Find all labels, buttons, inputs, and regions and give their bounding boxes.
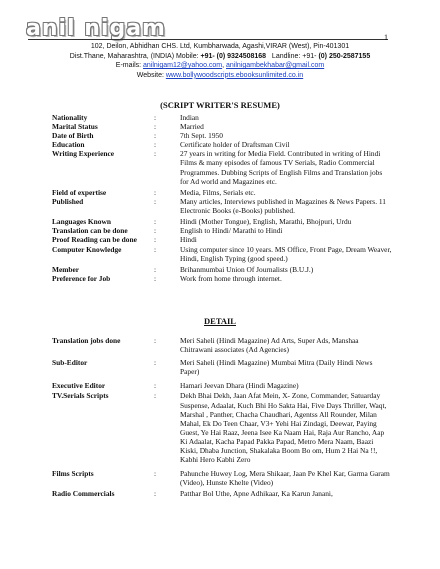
row-colon: :	[154, 113, 157, 122]
landline-label: Landline: +91-	[271, 52, 317, 60]
row-label: Proof Reading can be done	[52, 235, 137, 245]
table-row	[52, 391, 392, 464]
row-colon: :	[154, 391, 157, 401]
row-value: English to Hindi/ Marathi to Hindi	[180, 226, 283, 236]
resume-title: (SCRIPT WRITER'S RESUME)	[160, 100, 280, 110]
row-value: Certificate holder of Draftsman Civil	[180, 140, 290, 150]
row-label: Education	[52, 140, 85, 150]
row-label: Films Scripts	[52, 469, 94, 479]
logo-name: anil nigam	[26, 16, 166, 41]
row-colon: :	[154, 273, 157, 283]
email-link-1[interactable]: anilnigam12@yahoo.com	[143, 62, 223, 70]
row-colon: :	[154, 187, 157, 197]
email-line: E-mails: anilnigam12@yahoo.com, anilnigambekhabar@gmail.com	[115, 62, 325, 70]
row-label: Published	[52, 196, 84, 206]
table-row	[52, 149, 392, 185]
row-label: Marital Status	[52, 122, 98, 132]
row-colon: :	[154, 336, 157, 345]
row-colon: :	[154, 140, 157, 150]
contact-block	[0, 42, 440, 80]
phone-line	[0, 52, 440, 62]
row-colon: :	[154, 149, 157, 159]
row-colon: :	[154, 196, 157, 206]
row-value: 7th Sept. 1950	[180, 131, 223, 141]
row-colon: :	[154, 226, 157, 236]
row-label: Translation can be done	[52, 226, 128, 236]
row-colon: :	[154, 381, 157, 391]
table-row	[52, 265, 392, 274]
table-row	[52, 274, 392, 283]
table-row	[52, 381, 392, 390]
mobile-number: +91- (0) 9324508168	[200, 52, 267, 60]
row-label: Sub-Editor	[52, 358, 88, 368]
row-value: Meri Saheli (Hindi Magazine) Ad Arts, Super Ads, Manshaa Chitrawani associates (Ad Agencies)	[180, 336, 359, 355]
landline-number: (0) 250-2587155	[318, 52, 371, 60]
row-value: Pahunche Huwey Log, Mera Shikaar, Jaan Pe Khel Kar, Garma Garam (Video), Hunste Khelte (Video)	[180, 469, 390, 488]
row-colon: :	[154, 245, 157, 255]
row-colon: :	[154, 264, 157, 274]
table-row	[52, 188, 392, 197]
row-colon: :	[154, 489, 157, 499]
row-value: Meri Saheli (Hindi Magazine) Mumbai Mitra (Daily Hindi News Paper)	[180, 358, 373, 377]
row-value: Patthar Bol Uthe, Apne Adhikaar, Ka Karun Janani,	[180, 489, 333, 499]
detail-table	[52, 336, 392, 499]
row-label: Radio Commercials	[52, 489, 115, 499]
row-label: Translation jobs done	[52, 336, 121, 345]
row-label: Nationality	[52, 113, 88, 122]
table-row	[52, 245, 392, 263]
table-row	[52, 131, 392, 140]
table-row	[52, 197, 392, 215]
website-line	[0, 71, 440, 81]
row-value: Brihanmumbai Union Of Journalists (B.U.J.)	[180, 264, 314, 274]
website-label: Website:	[136, 71, 164, 79]
row-label: Languages Known	[52, 217, 111, 227]
row-label: Executive Editor	[52, 381, 106, 391]
table-row	[52, 226, 392, 235]
table-row	[52, 489, 392, 498]
row-value: Media, Films, Serials etc.	[180, 187, 256, 197]
row-label: Computer Knowledge	[52, 245, 122, 255]
row-label: Preference for Job	[52, 273, 111, 283]
row-value: Work from home through internet.	[180, 273, 282, 283]
row-label: Writing Experience	[52, 149, 115, 159]
row-label: Field of expertise	[52, 187, 107, 197]
table-row	[52, 140, 392, 149]
row-value: Married	[180, 122, 204, 132]
row-label: Date of Birth	[52, 131, 94, 141]
table-row	[52, 113, 392, 122]
table-row	[52, 235, 392, 244]
row-label: Member	[52, 264, 80, 274]
row-label: TV.Serials Scripts	[52, 391, 109, 401]
row-colon: :	[154, 235, 157, 245]
row-value: Indian	[180, 113, 199, 122]
table-row	[52, 358, 392, 376]
table-row	[52, 469, 392, 487]
table-row	[52, 336, 392, 354]
emails-label: E-mails:	[115, 62, 142, 70]
district-text: Dist.Thane, Maharashtra, (INDIA) Mobile:	[69, 52, 199, 60]
row-value: Hamari Jeevan Dhara (Hindi Magazine)	[180, 381, 299, 391]
address-line: 102, Deilon, Abhidhan CHS. Ltd, Kumbharwada, Agashi,VIRAR (West), Pin-401301	[90, 43, 350, 50]
row-value: Many articles, Interviews published in Magazines & News Papers. 11 Electronic Books (e-Books) published.	[180, 196, 386, 215]
detail-heading: DETAIL	[204, 316, 236, 326]
row-colon: :	[154, 469, 157, 479]
header-rule	[28, 39, 388, 40]
row-colon: :	[154, 217, 157, 227]
row-value: Using computer since 10 years. MS Office, Front Page, Dream Weaver, Hindi, English Typing (good speed.)	[180, 245, 392, 264]
row-colon: :	[154, 358, 157, 368]
row-colon: :	[154, 122, 157, 132]
row-value: 27 years in writing for Media Field. Contributed in writing of Hindi Films & many episodes of famous TV Serials, Radio Commercial Programmes. Dubbing Scripts of English Films and Translation jobs for Ad world and Magazines etc.	[180, 149, 383, 186]
table-row	[52, 122, 392, 131]
table-row	[52, 217, 392, 226]
personal-info-table	[52, 113, 392, 283]
website-link[interactable]: www.bollywoodscripts.ebooksunlimited.co.in	[165, 71, 304, 79]
row-colon: :	[154, 131, 157, 141]
row-value: Hindi (Mother Tongue), English, Marathi, Bhojpuri, Urdu	[180, 217, 352, 227]
row-value: Hindi	[180, 235, 197, 245]
email-link-2[interactable]: anilnigambekhabar@gmail.com	[226, 62, 325, 70]
row-value: Dekh Bhai Dekh, Jaan Afat Mein, X- Zone, Commander, Satuarday Suspense, Adaalat, Kuch Bhi Ho Sakta Hai, Five Days Thriller, Waqt, Marshal , Panther, Chacha Chaudhari, Agentss All Rounder, Milan Mahal, Ek Do Teen Chaar, V3+ Yehi Hai Zindagi, Deewar, Paying Guest, Ye Hai Raaz, Jeena Isee Ka Naam Hai, Raja Aur Rancho, Aap Ki Adaalat, Kacha Papad Pakka Papad, Metro Mera Naam, Baazi Kiski, Dhaba Junction, Shakalaka Boom Bo om, Hum 2 Hai Na !!, Kabhi Hero Kabhi Zero	[180, 391, 387, 465]
corner-mark: 1	[384, 33, 388, 42]
